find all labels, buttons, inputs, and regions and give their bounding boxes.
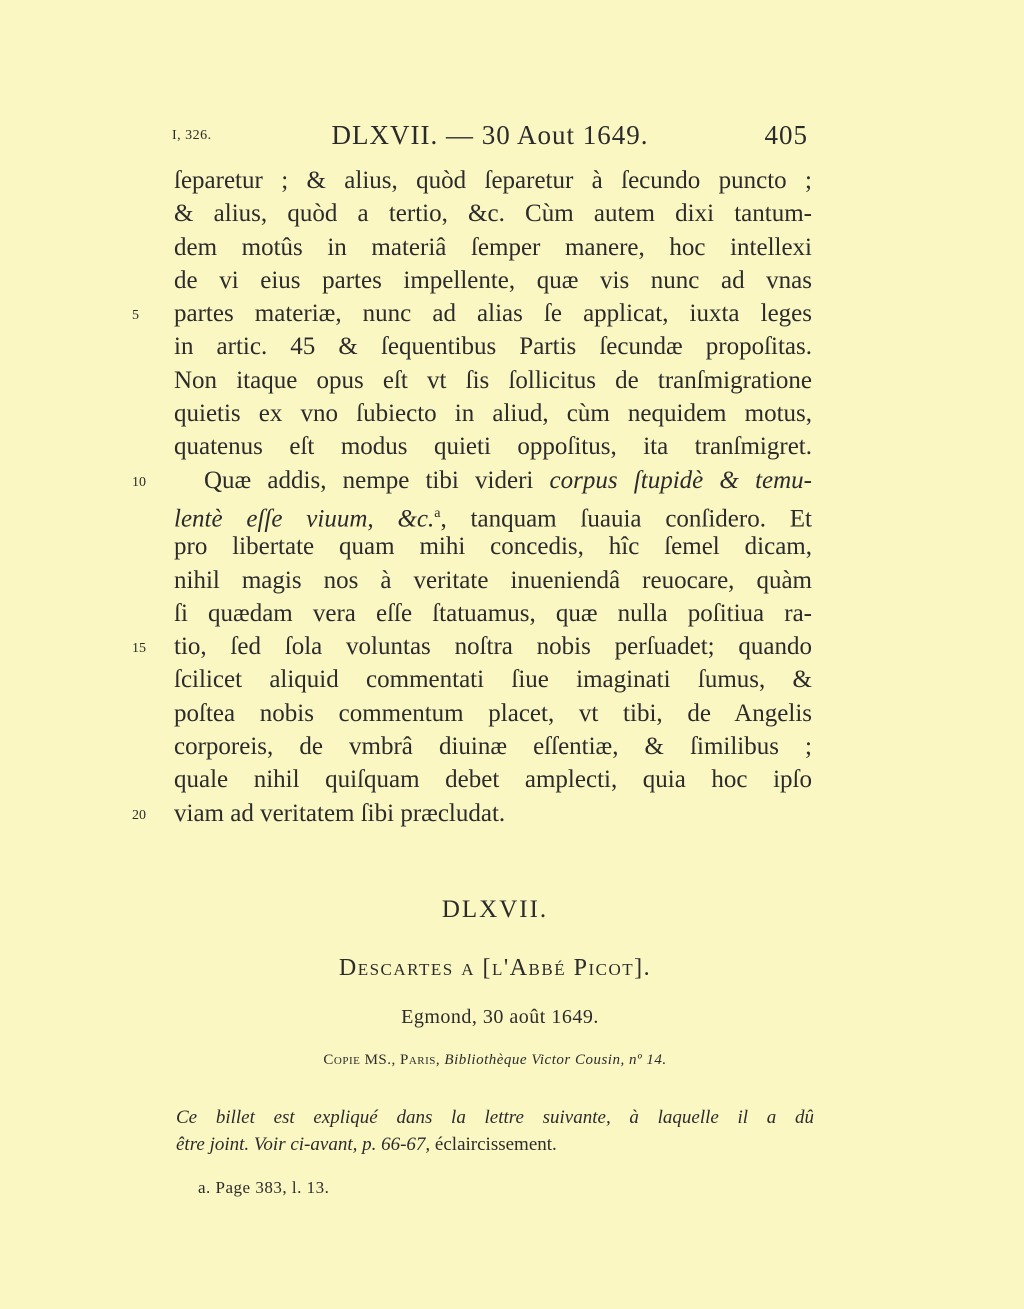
note-line xyxy=(176,1131,814,1158)
footnote: a. Page 383, l. 13. xyxy=(198,1178,330,1197)
source-library: Bibliothèque Victor Cousin, nº 14. xyxy=(444,1052,667,1068)
text-line xyxy=(174,231,812,264)
text-line xyxy=(174,497,813,533)
line-text: in artic. 45 & ſequentibus Partis ſecundæ propoſitas. xyxy=(174,333,812,361)
page-number: 405 xyxy=(764,120,808,150)
quoted-phrase: corpus ſtupidè & temu- xyxy=(549,466,812,494)
line-text-roman: Quæ addis, nempe tibi videri xyxy=(204,466,550,494)
volume-reference: I, 326. xyxy=(172,128,212,143)
text-line xyxy=(132,630,812,663)
line-text: quale nihil quiſquam debet amplecti, quia hoc ipſo xyxy=(174,766,812,794)
text-line xyxy=(132,464,812,497)
editorial-note xyxy=(176,1104,814,1158)
text-line xyxy=(174,564,812,597)
line-text: ſeparetur ; & alius, quòd ſeparetur à ſecundo puncto ; xyxy=(174,167,812,194)
text-line xyxy=(174,197,812,230)
text-line xyxy=(174,730,812,763)
line-text: nihil magis nos à veritate inueniendâ reuocare, quàm xyxy=(174,566,812,594)
line-text: viam ad veritatem ſibi præcludat. xyxy=(174,799,506,827)
letter-date: Egmond, 30 août 1649. xyxy=(401,1006,599,1028)
text-line xyxy=(174,597,812,630)
running-head xyxy=(172,120,808,154)
line-text: Non itaque opus eſt vt ſis ſollicitus de tranſmigratione xyxy=(174,366,812,394)
text-line xyxy=(174,164,812,197)
line-number: 15 xyxy=(132,641,146,657)
line-text: pro libertate quam mihi concedis, hîc ſemel dicam, xyxy=(174,533,812,561)
line-text: quatenus eſt modus quieti oppoſitus, ita tranſmigret. xyxy=(174,433,812,461)
footnote-marker: a xyxy=(434,505,441,521)
line-text: dem motûs in materiâ ſemper manere, hoc intellexi xyxy=(174,233,812,261)
line-text: corporeis, de vmbrâ diuinæ eſſentiæ, & ſimilibus ; xyxy=(174,733,812,761)
letter-body-text xyxy=(132,164,813,830)
line-text-roman: , tanquam ſuauia conſidero. Et xyxy=(440,505,813,533)
text-line xyxy=(174,430,812,463)
text-line xyxy=(132,297,812,330)
text-line xyxy=(174,530,812,563)
note-roman-part: éclaircissement. xyxy=(430,1134,557,1155)
text-line xyxy=(174,697,812,730)
line-text: ſcilicet aliquid commentati ſiue imaginati ſumus, & xyxy=(174,666,812,694)
line-text: quietis ex vno ſubiecto in aliud, cùm nequidem motus, xyxy=(174,400,812,428)
manuscript-source xyxy=(0,1052,990,1069)
line-text: de vi eius partes impellente, quæ vis nunc ad vnas xyxy=(174,266,812,294)
note-line: Ce billet est expliqué dans la lettre suivante, à laquelle il a dû xyxy=(176,1107,814,1128)
line-text: tio, ſed ſola voluntas noſtra nobis perſuadet; quando xyxy=(174,633,812,661)
text-line xyxy=(174,264,812,297)
text-line xyxy=(174,763,812,796)
text-line xyxy=(174,330,812,363)
text-line xyxy=(132,797,812,830)
source-prefix: Copie MS., Paris, xyxy=(323,1052,445,1068)
letter-number-heading: DLXVII. xyxy=(441,896,549,923)
line-text: partes materiæ, nunc ad alias ſe applicat, iuxta leges xyxy=(174,300,812,328)
quoted-phrase: lentè eſſe viuum, &c. xyxy=(174,505,435,533)
line-number: 10 xyxy=(132,474,146,490)
text-line xyxy=(174,663,812,696)
text-line xyxy=(174,397,812,430)
line-text: & alius, quòd a tertio, &c. Cùm autem dixi tantum- xyxy=(174,200,812,228)
text-line xyxy=(174,364,812,397)
line-number: 5 xyxy=(132,308,139,324)
line-number: 20 xyxy=(132,807,146,823)
running-title: DLXVII. — 30 Aout 1649. xyxy=(331,120,649,150)
note-italic-part: être joint. Voir ci-avant, p. 66-67, xyxy=(176,1134,431,1155)
line-text: ſi quædam vera eſſe ſtatuamus, quæ nulla poſitiua ra- xyxy=(174,599,812,627)
letter-recipient: Descartes a [l'Abbé Picot]. xyxy=(338,955,652,981)
line-text: poſtea nobis commentum placet, vt tibi, de Angelis xyxy=(174,699,812,727)
